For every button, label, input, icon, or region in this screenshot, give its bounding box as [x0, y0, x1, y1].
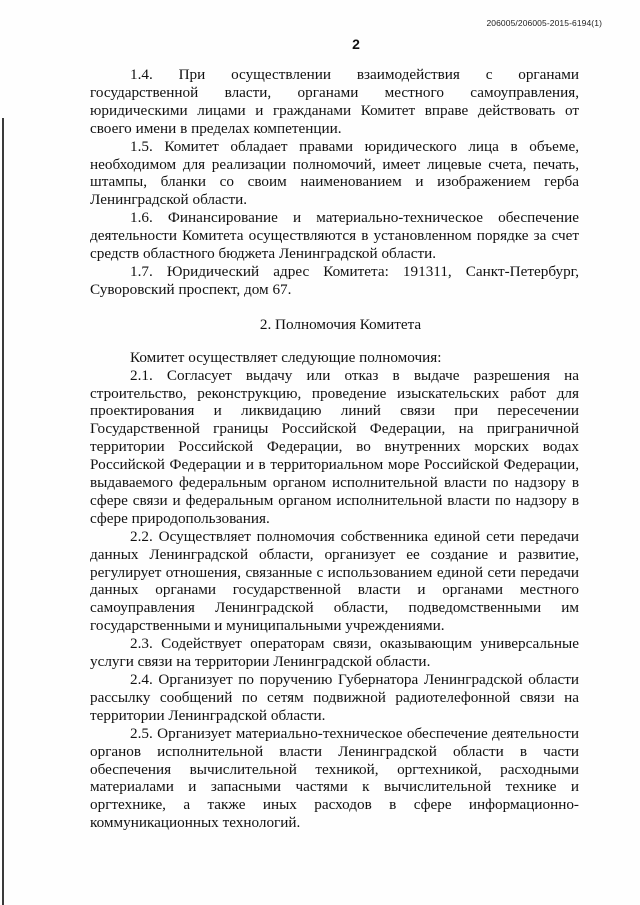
paragraph-1-6: 1.6. Финансирование и материально-техническое обеспечение деятельности Комитета осуществляются в установленном порядке за счет средств областного бюджета Ленинградской области. — [90, 209, 579, 263]
section-heading: 2. Полномочия Комитета — [259, 315, 422, 333]
paragraph-2-1: 2.1. Согласует выдачу или отказ в выдаче разрешения на строительство, реконструкцию, проведение изыскательских работ для проектирования и ликвидацию линий связи при пересечении Государственной границы Российской Федерации, на приграничной территории Российской Федерации, во внутренних морских водах Российской Федерации и в территориальном море Российской Федерации, выдаваемого федеральным органом исполнительной власти по надзору в сфере связи и федеральным органом исполнительной власти по надзору в сфере природопользования. — [90, 366, 579, 527]
paragraph-1-5: 1.5. Комитет обладает правами юридического лица в объеме, необходимом для реализации полномочий, имеет лицевые счета, печать, штампы, бланки со своим наименованием и изображением герба Ленинградской области. — [90, 137, 579, 209]
section-intro: Комитет осуществляет следующие полномочия: — [130, 348, 442, 366]
page-number: 2 — [352, 36, 360, 52]
paragraph-2-5: 2.5. Организует материально-техническое обеспечение деятельности органов исполнительной власти Ленинградской области в части обеспечения вычислительной техникой, оргтехникой, расходными материалами и запасными частями к вычислительной технике и оргтехнике, а также иных расходов в сфере информационно-коммуникационных технологий. — [90, 724, 579, 832]
scan-edge-line — [2, 118, 4, 905]
document-body — [90, 66, 579, 832]
paragraph-1-7: 1.7. Юридический адрес Комитета: 191311, Санкт-Петербург, Суворовский проспект, дом 67. — [90, 262, 579, 298]
paragraph-1-4: 1.4. При осуществлении взаимодействия с органами государственной власти, органами местного самоуправления, юридическими лицами и гражданами Комитет вправе действовать от своего имени в пределах компетенции. — [90, 66, 579, 137]
document-id: 206005/206005-2015-6194(1) — [486, 18, 602, 28]
paragraph-2-4: 2.4. Организует по поручению Губернатора Ленинградской области рассылку сообщений по сетям подвижной радиотелефонной связи на территории Ленинградской области. — [90, 671, 579, 724]
paragraph-2-2: 2.2. Осуществляет полномочия собственника единой сети передачи данных Ленинградской области, организует ее создание и развитие, регулирует отношения, связанные с использованием единой сети передачи данных органами государственной власти и органами местного самоуправления Ленинградской области, подведомственными им государственными и муниципальными учреждениями. — [90, 527, 579, 635]
paragraph-2-3: 2.3. Содействует операторам связи, оказывающим универсальные услуги связи на территории Ленинградской области. — [90, 635, 579, 671]
